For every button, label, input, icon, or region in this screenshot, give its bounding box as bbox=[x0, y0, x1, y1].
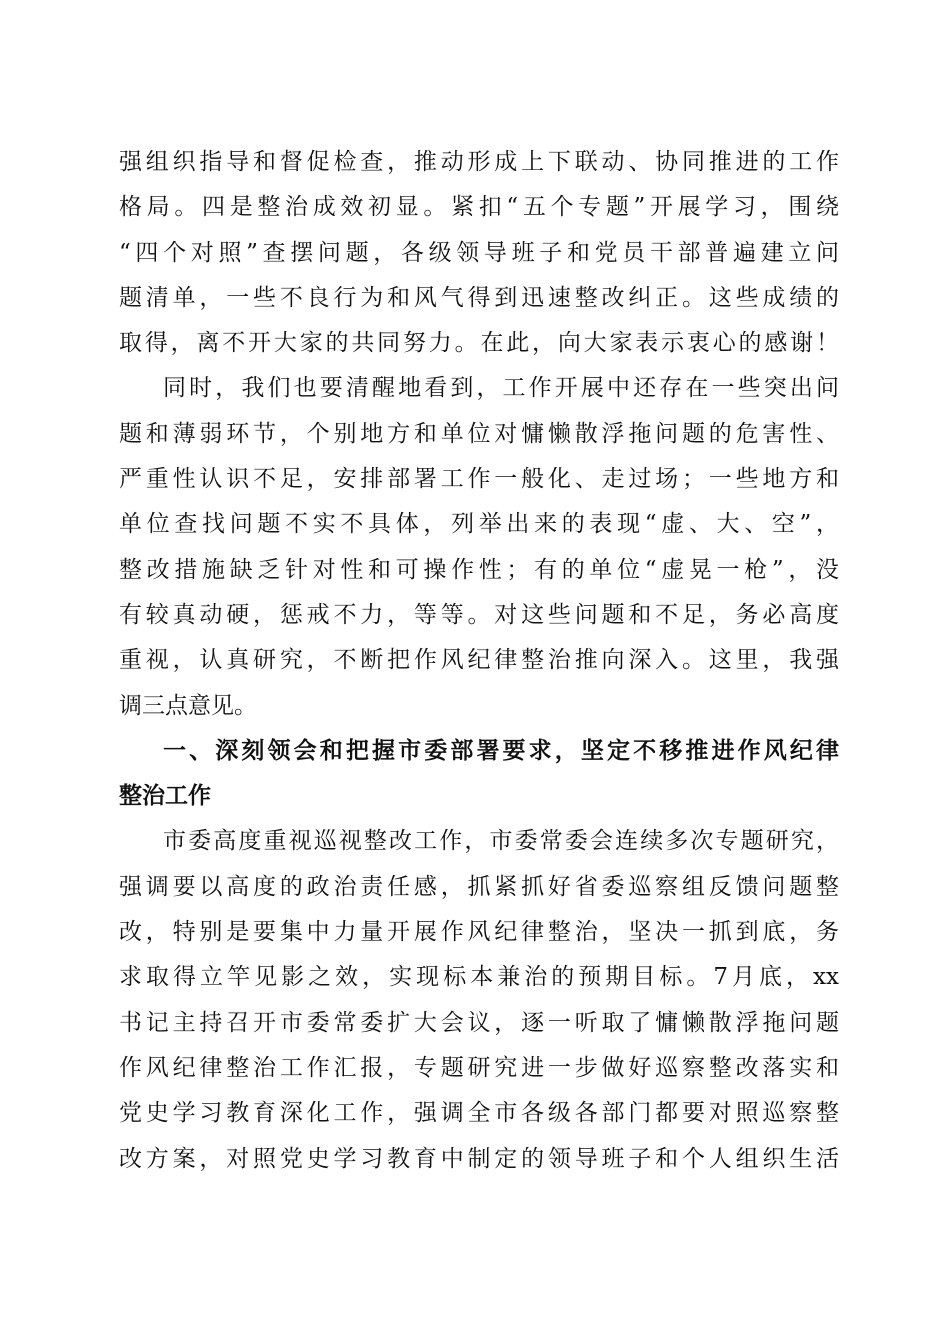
text-line-10: 整改措施缺乏针对性和可操作性；有的单位“虚晃一枪”，没 bbox=[119, 556, 839, 583]
text-line-9: 单位查找问题不实不具体，列举出来的表现“虚、大、空”， bbox=[119, 511, 839, 538]
text-line-16: 市委高度重视巡视整改工作，市委常委会连续多次专题研究， bbox=[163, 828, 839, 855]
text-line-2: 格局。四是整治成效初显。紧扣“五个专题”开展学习，围绕 bbox=[119, 194, 839, 221]
text-line-8: 严重性认识不足，安排部署工作一般化、走过场；一些地方和 bbox=[119, 466, 839, 493]
text-line-21: 作风纪律整治工作汇报，专题研究进一步做好巡察整改落实和 bbox=[119, 1054, 839, 1081]
text-line-6: 同时，我们也要清醒地看到，工作开展中还存在一些突出问 bbox=[163, 375, 839, 402]
section-heading-line-1: 一、深刻领会和把握市委部署要求，坚定不移推进作风纪律 bbox=[163, 737, 839, 764]
text-line-4: 题清单，一些不良行为和风气得到迅速整改纠正。这些成绩的 bbox=[119, 284, 839, 311]
text-line-5: 取得，离不开大家的共同努力。在此，向大家表示衷心的感谢！ bbox=[119, 330, 839, 357]
text-line-23: 改方案，对照党史学习教育中制定的领导班子和个人组织生活 bbox=[119, 1145, 839, 1172]
text-line-1: 强组织指导和督促检查，推动形成上下联动、协同推进的工作 bbox=[119, 149, 839, 175]
text-line-18: 改，特别是要集中力量开展作风纪律整治，坚决一抓到底，务 bbox=[119, 919, 839, 946]
text-line-3: “四个对照”查摆问题，各级领导班子和党员干部普遍建立问 bbox=[119, 239, 839, 266]
text-line-12: 重视，认真研究，不断把作风纪律整治推向深入。这里，我强 bbox=[119, 647, 839, 674]
text-line-11: 有较真动硬，惩戒不力，等等。对这些问题和不足，务必高度 bbox=[119, 601, 839, 628]
text-line-7: 题和薄弱环节，个别地方和单位对慵懒散浮拖问题的危害性、 bbox=[119, 420, 839, 447]
text-line-20: 书记主持召开市委常委扩大会议，逐一听取了慵懒散浮拖问题 bbox=[119, 1009, 839, 1036]
document-body bbox=[119, 140, 839, 1182]
text-line-17: 强调要以高度的政治责任感，抓紧抓好省委巡察组反馈问题整 bbox=[119, 873, 839, 900]
text-line-19: 求取得立竿见影之效，实现标本兼治的预期目标。7月底，xx bbox=[119, 964, 839, 991]
section-heading-line-2: 整治工作 bbox=[119, 783, 211, 810]
text-line-22: 党史学习教育深化工作，强调全市各级各部门都要对照巡察整 bbox=[119, 1100, 839, 1127]
text-line-13: 调三点意见。 bbox=[119, 692, 257, 719]
